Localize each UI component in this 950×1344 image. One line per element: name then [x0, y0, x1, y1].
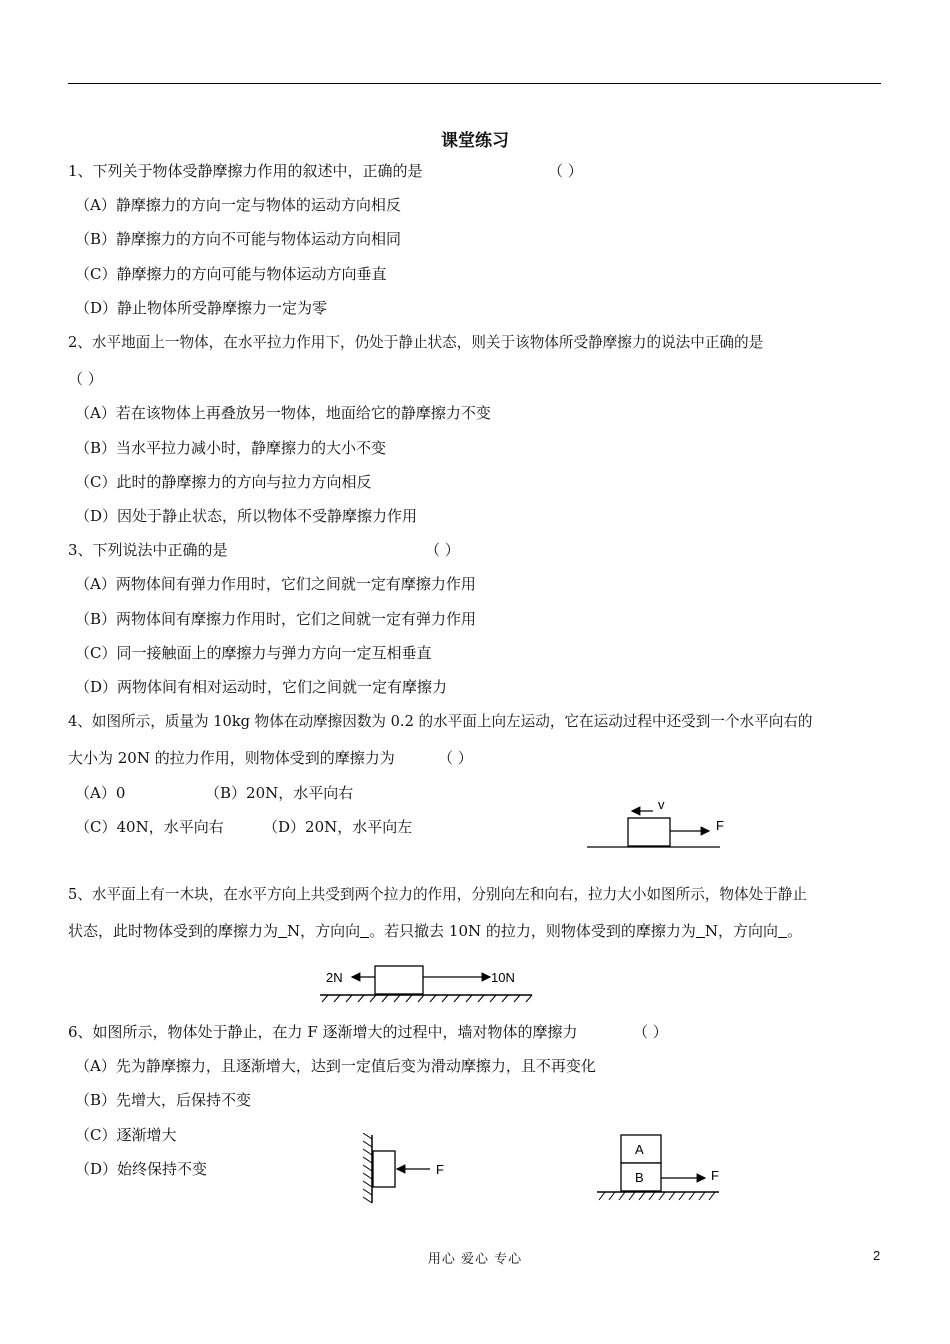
- question-6-wall-figure: [355, 1133, 455, 1205]
- question-3-stem: 3、下列说法中正确的是: [68, 541, 228, 559]
- question-2-option-d: （D）因处于静止状态，所以物体不受静摩擦力作用: [75, 507, 418, 525]
- left-force-label: 2N: [326, 970, 343, 985]
- question-4-option-b: （B）20N，水平向右: [205, 784, 354, 802]
- velocity-label: v: [658, 797, 665, 812]
- question-5-line-2: [68, 920, 802, 941]
- page-number: 2: [873, 1248, 881, 1263]
- question-4-stem-line-2: 大小为 20N 的拉力作用，则物体受到的摩擦力为: [68, 749, 395, 767]
- question-5-blank-2[interactable]: [360, 923, 369, 938]
- question-5-text-e: 。: [787, 922, 803, 940]
- question-1-option-d: （D）静止物体所受静摩擦力一定为零: [75, 299, 328, 317]
- force-label: F: [436, 1162, 444, 1177]
- question-3-option-b: （B）两物体间有摩擦力作用时，它们之间就一定有弹力作用: [75, 610, 477, 628]
- question-3-option-c: （C）同一接触面上的摩擦力与弹力方向一定互相垂直: [75, 644, 432, 662]
- question-6-stem: 6、如图所示，物体处于静止，在力 F 逐渐增大的过程中，墙对物体的摩擦力: [68, 1023, 578, 1041]
- block: [373, 1151, 395, 1187]
- question-4-option-c: （C）40N，水平向右: [75, 818, 224, 836]
- question-5-figure: [318, 962, 536, 1004]
- question-5-text-a: 状态，此时物体受到的摩擦力为: [68, 922, 279, 940]
- page-footer: 用心 爱心 专心: [427, 1252, 523, 1267]
- block-b-label: B: [635, 1170, 644, 1185]
- question-4-figure: [585, 792, 735, 854]
- question-3-answer-paren: （ ）: [425, 541, 460, 559]
- question-5-text-c: 。若只撤去 10N 的拉力，则物体受到的摩擦力为: [369, 922, 696, 940]
- question-5-text-d: N，方向向: [704, 922, 779, 940]
- question-1-option-a: （A）静摩擦力的方向一定与物体的运动方向相反: [75, 196, 401, 214]
- question-4-stem-line-1: 4、如图所示，质量为 10kg 物体在动摩擦因数为 0.2 的水平面上向左运动，它在运动过程中还受到一个水平向右的: [68, 713, 813, 730]
- question-1-option-c: （C）静摩擦力的方向可能与物体运动方向垂直: [75, 265, 387, 283]
- question-1-option-b: （B）静摩擦力的方向不可能与物体运动方向相同: [75, 230, 402, 248]
- question-6-answer-paren: （ ）: [633, 1023, 668, 1041]
- question-6-option-b: （B）先增大，后保持不变: [75, 1091, 252, 1109]
- question-5-text-b: N，方向向: [287, 922, 361, 940]
- block: [628, 818, 670, 846]
- force-label: F: [711, 1168, 719, 1183]
- wall-hatch: [363, 1133, 372, 1203]
- question-2-stem: 2、水平地面上一物体，在水平拉力作用下，仍处于静止状态，则关于该物体所受静摩擦力的说法中正确的是: [68, 334, 764, 351]
- header-rule: [68, 83, 881, 84]
- question-5-blank-4[interactable]: [778, 923, 787, 938]
- question-2-option-b: （B）当水平拉力减小时，静摩擦力的大小不变: [75, 439, 387, 457]
- question-4-option-a: （A）0: [75, 784, 126, 802]
- ground-hatch: [599, 1192, 715, 1200]
- question-2-option-c: （C）此时的静摩擦力的方向与拉力方向相反: [75, 473, 372, 491]
- page-title: 课堂练习: [441, 131, 509, 151]
- question-2-answer-paren: （ ）: [68, 370, 103, 388]
- force-label: F: [716, 818, 724, 833]
- question-6-option-a: （A）先为静摩擦力，且逐渐增大，达到一定值后变为滑动摩擦力，且不再变化: [75, 1057, 596, 1075]
- question-5-line-1: 5、水平面上有一木块，在水平方向上共受到两个拉力的作用，分别向左和向右，拉力大小如图所示，物体处于静止: [68, 886, 807, 903]
- question-4-answer-paren: （ ）: [438, 749, 473, 767]
- question-5-blank-3[interactable]: [696, 923, 705, 938]
- question-4-option-d: （D）20N，水平向左: [263, 818, 413, 836]
- right-force-label: 10N: [491, 970, 515, 985]
- question-5-blank-1[interactable]: [278, 923, 287, 938]
- ground-hatch: [322, 995, 532, 1002]
- question-3-option-a: （A）两物体间有弹力作用时，它们之间就一定有摩擦力作用: [75, 575, 476, 593]
- question-1-stem: 1、下列关于物体受静摩擦力作用的叙述中，正确的是: [68, 162, 423, 180]
- question-1-answer-paren: （ ）: [548, 162, 583, 180]
- question-2-option-a: （A）若在该物体上再叠放另一物体，地面给它的静摩擦力不变: [75, 404, 491, 422]
- wood-block: [375, 966, 423, 994]
- question-6-option-c: （C）逐渐增大: [75, 1126, 177, 1144]
- question-6-stacked-blocks-figure: [595, 1133, 730, 1205]
- question-6-option-d: （D）始终保持不变: [75, 1160, 208, 1178]
- question-3-option-d: （D）两物体间有相对运动时，它们之间就一定有摩擦力: [75, 678, 448, 696]
- block-a-label: A: [635, 1142, 644, 1157]
